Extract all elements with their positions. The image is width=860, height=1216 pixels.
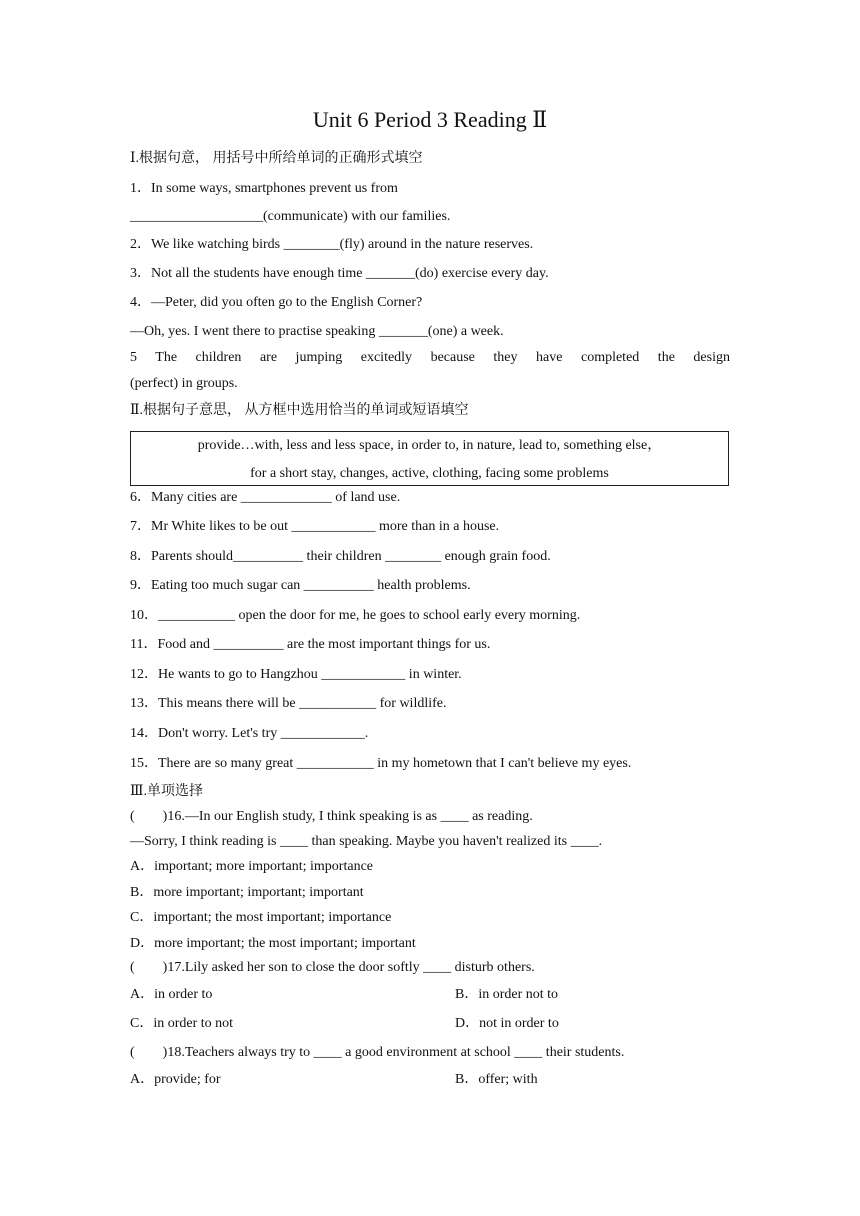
question-14: 14．Don't worry. Let's try ____________. bbox=[130, 726, 369, 741]
question-18-row-1 bbox=[130, 1071, 730, 1089]
word-bank-line-2: for a short stay, changes, active, clothing, facing some problems bbox=[250, 466, 609, 481]
question-2: 2．We like watching birds ________(fly) around in the nature reserves. bbox=[130, 237, 534, 252]
word-bank-box bbox=[130, 431, 729, 486]
question-17-row-2 bbox=[130, 1015, 730, 1033]
question-4-line-2: —Oh, yes. I went there to practise speaking _______(one) a week. bbox=[130, 324, 504, 339]
question-1-line-1: 1．In some ways, smartphones prevent us from bbox=[130, 181, 398, 196]
question-4-line-1: 4．—Peter, did you often go to the English Corner? bbox=[130, 295, 423, 310]
question-11: 11．Food and __________ are the most important things for us. bbox=[130, 637, 491, 652]
question-17-option-d: D．not in order to bbox=[455, 1016, 559, 1031]
question-3: 3．Not all the students have enough time _______(do) exercise every day. bbox=[130, 266, 549, 281]
section-1-heading: Ⅰ.根据句意， 用括号中所给单词的正确形式填空 bbox=[130, 151, 423, 166]
section-3-heading: Ⅲ.单项选择 bbox=[130, 784, 204, 799]
question-13: 13．This means there will be ___________ for wildlife. bbox=[130, 696, 447, 711]
question-16-option-a: A．important; more important; importance bbox=[130, 859, 373, 874]
question-16-line-1: ( )16.—In our English study, I think speaking is as ____ as reading. bbox=[130, 809, 533, 824]
question-16-option-d: D．more important; the most important; important bbox=[130, 936, 416, 951]
question-5-line-2: (perfect) in groups. bbox=[130, 376, 238, 391]
question-18: ( )18.Teachers always try to ____ a good environment at school ____ their students. bbox=[130, 1045, 625, 1060]
question-16-line-2: —Sorry, I think reading is ____ than speaking. Maybe you haven't realized its ____. bbox=[130, 834, 603, 849]
section-2-heading: Ⅱ.根据句子意思， 从方框中选用恰当的单词或短语填空 bbox=[130, 403, 469, 418]
question-16-option-c: C．important; the most important; importance bbox=[130, 910, 392, 925]
question-15: 15．There are so many great ___________ in my hometown that I can't believe my eyes. bbox=[130, 756, 632, 771]
question-18-option-a: A．provide; for bbox=[130, 1072, 221, 1087]
page-title: Unit 6 Period 3 Reading Ⅱ bbox=[312, 107, 548, 132]
question-12: 12．He wants to go to Hangzhou ____________ in winter. bbox=[130, 667, 462, 682]
question-7: 7．Mr White likes to be out ____________ more than in a house. bbox=[130, 519, 500, 534]
word-bank-line-1: provide…with, less and less space, in order to, in nature, lead to, something else， bbox=[197, 438, 662, 453]
question-10: 10．___________ open the door for me, he goes to school early every morning. bbox=[130, 608, 581, 623]
question-9: 9．Eating too much sugar can __________ health problems. bbox=[130, 578, 471, 593]
question-16-option-b: B．more important; important; important bbox=[130, 885, 364, 900]
question-8: 8．Parents should__________ their children ________ enough grain food. bbox=[130, 549, 551, 564]
question-17-option-a: A．in order to bbox=[130, 987, 213, 1002]
question-17-option-b: B．in order not to bbox=[455, 987, 559, 1002]
question-6: 6．Many cities are _____________ of land use. bbox=[130, 490, 401, 505]
question-18-option-b: B．offer; with bbox=[455, 1072, 538, 1087]
question-17-row-1 bbox=[130, 986, 730, 1004]
question-1-line-2: ___________________(communicate) with our families. bbox=[130, 209, 451, 224]
question-5-line-1: 5 The children are jumping excitedly because they have completed the design bbox=[130, 350, 730, 365]
question-17-option-c: C．in order to not bbox=[130, 1016, 234, 1031]
question-17: ( )17.Lily asked her son to close the door softly ____ disturb others. bbox=[130, 960, 535, 975]
